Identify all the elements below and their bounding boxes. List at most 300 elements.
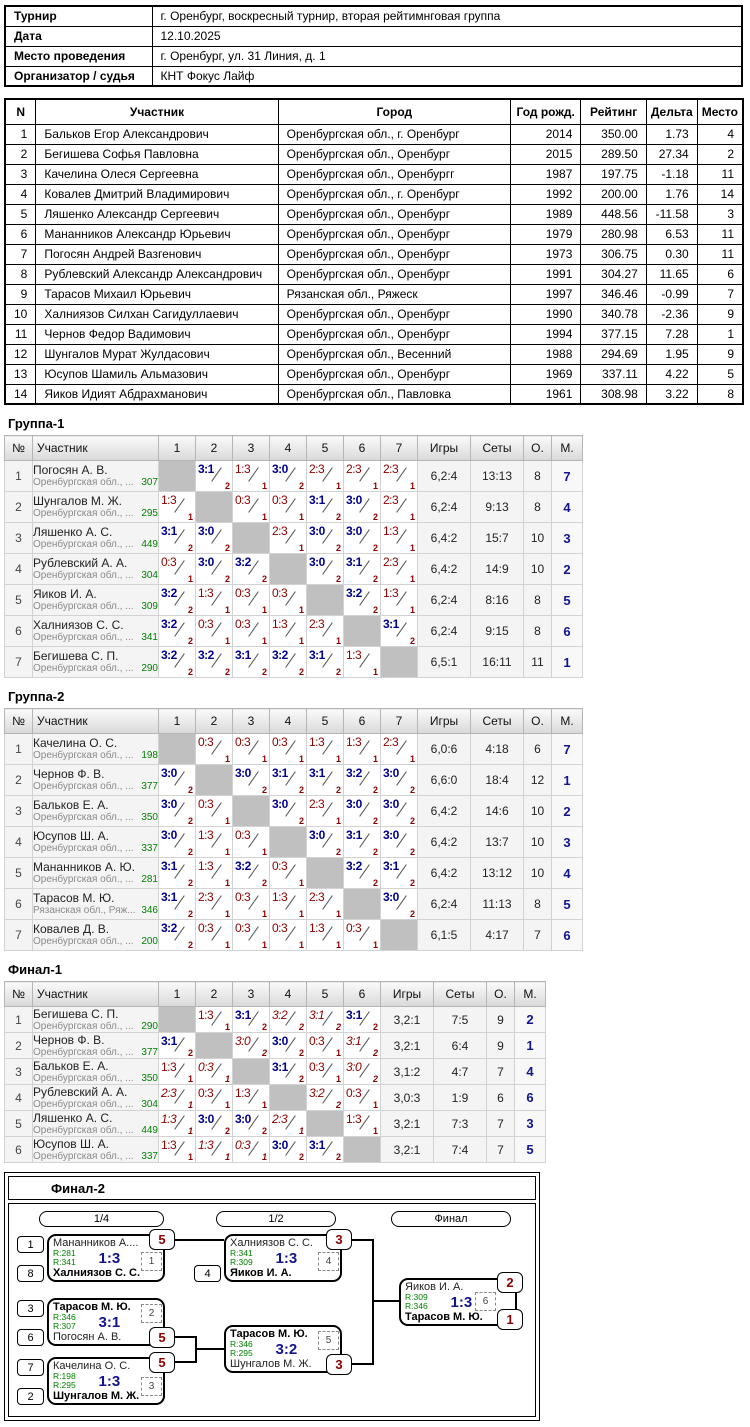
- participant-row: [5, 304, 743, 324]
- header-opponent-1: 1: [159, 709, 196, 734]
- round-robin-body: [5, 461, 583, 678]
- match-points: 1: [409, 481, 415, 491]
- match-points: 2: [261, 1126, 267, 1136]
- participant-city: Оренбургская обл., Оренбург: [278, 264, 510, 284]
- match-result-cell: [233, 647, 270, 678]
- match-result-cell: [307, 461, 344, 492]
- match-result-cell: [196, 647, 233, 678]
- match-score: 3:0: [383, 766, 399, 780]
- match-result-cell: [196, 1059, 233, 1085]
- participant-city: Оренбургская обл., Оренбург: [278, 304, 510, 324]
- place-cell: 7: [552, 734, 583, 765]
- match-points: 2: [409, 909, 415, 919]
- match-points: 1: [224, 605, 230, 615]
- participant-cell: [33, 1059, 159, 1085]
- match-score: 3:1: [309, 493, 325, 507]
- place-cell: 3: [552, 523, 583, 554]
- participant-subline: [33, 1151, 158, 1162]
- round-robin-body: [5, 734, 583, 951]
- participant-delta: -2.36: [646, 304, 697, 324]
- match-points: 2: [372, 1022, 378, 1032]
- round-robin-header-row: [5, 436, 583, 461]
- match-score: 0:3: [272, 735, 288, 749]
- participant-row: [5, 244, 743, 264]
- match-score: 3:1: [98, 1313, 121, 1331]
- match-points: 1: [372, 481, 378, 491]
- match-result-cell: [270, 1007, 307, 1033]
- participant-name: Бальков Егор Александрович: [36, 124, 278, 144]
- participant-short-name: Ляшенко А. С.: [33, 1111, 113, 1125]
- points-cell: 9: [487, 1033, 515, 1059]
- match-points: 1: [261, 1152, 267, 1162]
- row-number: 7: [5, 647, 33, 678]
- bracket-connector-line: [351, 1239, 374, 1241]
- header-place: М.: [552, 436, 583, 461]
- match-points: 2: [298, 1022, 304, 1032]
- match-score: 3:0: [235, 1112, 251, 1126]
- info-label: Дата: [5, 26, 152, 46]
- participant-region: Оренбургская обл., ...: [33, 936, 134, 947]
- match-points: 2: [335, 1022, 341, 1032]
- participant-place: 11: [697, 164, 743, 184]
- participant-name: Погосян Андрей Вазгенович: [36, 244, 278, 264]
- seed-pill: 2: [17, 1388, 44, 1405]
- header-opponent-1: 1: [159, 982, 196, 1007]
- round-robin-row: [5, 1007, 546, 1033]
- participants-header-cell: Год рожд.: [510, 99, 580, 124]
- rating-top: R:346: [53, 1311, 76, 1322]
- participants-header-cell: Дельта: [646, 99, 697, 124]
- match-result-cell: [233, 1085, 270, 1111]
- participant-short-name: Бальков Е. А.: [33, 1059, 109, 1073]
- match-score: 3:2: [272, 648, 288, 662]
- diagonal-cell: [196, 1033, 233, 1059]
- match-result-cell: [344, 585, 381, 616]
- header-opponent-7: 7: [381, 709, 418, 734]
- match-score: 3:2: [346, 586, 362, 600]
- match-score: 2:3: [346, 462, 362, 476]
- round-robin-row: [5, 796, 583, 827]
- sets-cell: 11:13: [471, 889, 524, 920]
- participant-short-name: Яиков И. А.: [33, 588, 97, 601]
- match-result-cell: [196, 461, 233, 492]
- match-score: 0:3: [235, 617, 251, 631]
- diagonal-cell: [159, 1007, 196, 1033]
- participant-cell: [33, 858, 159, 889]
- match-points: 1: [335, 1048, 341, 1058]
- match-result-cell: [159, 554, 196, 585]
- match-score: 3:0: [198, 524, 214, 538]
- match-result-cell: [159, 647, 196, 678]
- games-cell: 6,4:2: [418, 827, 471, 858]
- participant-short-name: Юсупов Ш. А.: [33, 1137, 110, 1151]
- header-points: О.: [524, 436, 552, 461]
- match-points: 2: [224, 481, 230, 491]
- rating-bottom: R:309: [230, 1257, 253, 1267]
- match-result-cell: [381, 858, 418, 889]
- match-result-cell: [196, 734, 233, 765]
- participant-region: Рязанская обл., Ряж...: [33, 905, 136, 916]
- place-badge: 5: [149, 1327, 175, 1348]
- games-cell: 6,0:6: [418, 734, 471, 765]
- match-result-cell: [307, 1085, 344, 1111]
- participant-rating: 309: [141, 601, 158, 612]
- place-badge: 5: [149, 1352, 175, 1373]
- games-cell: 6,2:4: [418, 585, 471, 616]
- match-points: 1: [335, 481, 341, 491]
- match-score: 0:3: [235, 921, 251, 935]
- participant-rating: 304.27: [581, 264, 646, 284]
- match-result-cell: [233, 1111, 270, 1137]
- participant-number: 3: [5, 164, 36, 184]
- row-number: 1: [5, 1007, 33, 1033]
- diagonal-cell: [381, 647, 418, 678]
- participants-header-cell: Место: [697, 99, 743, 124]
- match-points: 1: [261, 636, 267, 646]
- match-result-cell: [233, 734, 270, 765]
- participant-place: 11: [697, 244, 743, 264]
- match-points: 1: [372, 1100, 378, 1110]
- games-cell: 6,4:2: [418, 523, 471, 554]
- match-score: 3:1: [272, 766, 288, 780]
- participant-delta: 1.73: [646, 124, 697, 144]
- participant-cell: [33, 1111, 159, 1137]
- match-score: 3:0: [272, 797, 288, 811]
- participant-delta: 1.95: [646, 344, 697, 364]
- games-cell: 6,2:4: [418, 492, 471, 523]
- place-cell: 2: [552, 796, 583, 827]
- match-result-cell: [344, 1033, 381, 1059]
- diagonal-cell: [233, 796, 270, 827]
- participant-number: 5: [5, 204, 36, 224]
- participant-cell: [33, 554, 159, 585]
- match-result-cell: [344, 765, 381, 796]
- match-score: 2:3: [272, 524, 288, 538]
- match-points: 1: [261, 847, 267, 857]
- participant-short-name: Ковалев Д. В.: [33, 923, 110, 936]
- match-result-cell: [270, 1137, 307, 1163]
- participant-cell: [33, 461, 159, 492]
- match-points: 2: [335, 667, 341, 677]
- diagonal-cell: [159, 461, 196, 492]
- participant-region: Оренбургская обл., ...: [33, 477, 134, 488]
- rating-bottom: R:307: [53, 1321, 76, 1331]
- match-score: 0:3: [309, 1060, 325, 1074]
- match-points: 1: [409, 605, 415, 615]
- match-points: 2: [224, 667, 230, 677]
- participant-place: 3: [697, 204, 743, 224]
- participant-rating: 200: [141, 936, 158, 947]
- header-games: Игры: [418, 709, 471, 734]
- sets-cell: 13:13: [471, 461, 524, 492]
- row-number: 5: [5, 585, 33, 616]
- match-points: 1: [335, 816, 341, 826]
- points-cell: 10: [524, 554, 552, 585]
- place-cell: 4: [515, 1059, 546, 1085]
- row-number: 1: [5, 734, 33, 765]
- match-score: 3:0: [272, 1138, 288, 1152]
- header-participant: Участник: [33, 982, 159, 1007]
- round-robin-header: [5, 709, 583, 734]
- points-cell: 8: [524, 889, 552, 920]
- round-robin-body: [5, 1007, 546, 1163]
- participant-rating: 197.75: [581, 164, 646, 184]
- rating-top: R:346: [230, 1338, 253, 1349]
- match-score: 3:0: [198, 555, 214, 569]
- match-score: 3:1: [161, 890, 177, 904]
- match-score: 3:0: [383, 797, 399, 811]
- match-points: 2: [335, 512, 341, 522]
- participant-birth-year: 2015: [510, 144, 580, 164]
- sets-cell: 4:7: [434, 1059, 487, 1085]
- match-result-cell: [270, 461, 307, 492]
- round-robin-row: [5, 734, 583, 765]
- participant-number: 7: [5, 244, 36, 264]
- points-cell: 7: [524, 920, 552, 951]
- info-value: КНТ Фокус Лайф: [152, 66, 742, 86]
- match-result-cell: [344, 647, 381, 678]
- points-cell: 7: [487, 1111, 515, 1137]
- round-robin-row: [5, 1033, 546, 1059]
- match-score: 2:3: [383, 555, 399, 569]
- participant-name: Мананников Александр Юрьевич: [36, 224, 278, 244]
- match-result-cell: [381, 554, 418, 585]
- match-points: 1: [187, 574, 193, 584]
- match-points: 1: [409, 512, 415, 522]
- header-number: №: [5, 436, 33, 461]
- match-score: 3:0: [346, 524, 362, 538]
- match-result-cell: [196, 1007, 233, 1033]
- participant-subline: [33, 1047, 158, 1058]
- participant-delta: 4.22: [646, 364, 697, 384]
- header-opponent-4: 4: [270, 436, 307, 461]
- participant-subline: [33, 570, 158, 581]
- match-result-cell: [159, 920, 196, 951]
- participant-number: 13: [5, 364, 36, 384]
- round-robin-header-row: [5, 982, 546, 1007]
- participant-short-name: Тарасов М. Ю.: [33, 892, 115, 905]
- participant-name: Халниязов Силхан Сагидуллаевич: [36, 304, 278, 324]
- match-score: 3:0: [309, 828, 325, 842]
- participants-header-cell: Участник: [36, 99, 278, 124]
- match-points: 2: [187, 667, 193, 677]
- participant-subline: [33, 936, 158, 947]
- match-points: 2: [335, 847, 341, 857]
- match-score: 3:1: [383, 617, 399, 631]
- points-cell: 8: [524, 585, 552, 616]
- participant-subline: [33, 874, 158, 885]
- points-cell: 10: [524, 827, 552, 858]
- match-score: 1:3: [98, 1249, 121, 1267]
- player-name-bottom: Шунгалов М. Ж.: [53, 1390, 140, 1402]
- tournament-info-table: [4, 5, 743, 87]
- match-result-cell: [159, 1111, 196, 1137]
- participant-cell: [33, 827, 159, 858]
- row-number: 5: [5, 858, 33, 889]
- match-points: 2: [224, 574, 230, 584]
- participant-rating: 200.00: [581, 184, 646, 204]
- seed-pill: 1: [17, 1236, 44, 1253]
- match-points: 1: [261, 1100, 267, 1110]
- diagonal-cell: [233, 1059, 270, 1085]
- match-points: 1: [298, 1126, 304, 1136]
- participant-rating: 290: [141, 663, 158, 674]
- participant-cell: [33, 1007, 159, 1033]
- match-points: 1: [224, 878, 230, 888]
- participant-rating: 290: [141, 1020, 158, 1032]
- participant-place: 5: [697, 364, 743, 384]
- match-result-cell: [233, 554, 270, 585]
- rating-top: R:198: [53, 1370, 76, 1381]
- participant-subline: [33, 601, 158, 612]
- match-score: 3:2: [346, 859, 362, 873]
- match-result-cell: [270, 765, 307, 796]
- match-score: 1:3: [161, 1138, 177, 1152]
- match-points: 2: [298, 1152, 304, 1162]
- match-result-cell: [344, 827, 381, 858]
- participant-city: Оренбургская обл., Оренбург: [278, 364, 510, 384]
- match-score: 1:3: [383, 586, 399, 600]
- participant-short-name: Бегишева С. П.: [33, 650, 119, 663]
- header-sets: Сеты: [471, 436, 524, 461]
- games-cell: 3,2:1: [381, 1137, 434, 1163]
- participant-short-name: Бальков Е. А.: [33, 799, 109, 812]
- row-number: 4: [5, 554, 33, 585]
- place-cell: 3: [552, 827, 583, 858]
- row-number: 4: [5, 1085, 33, 1111]
- match-result-cell: [233, 616, 270, 647]
- bracket-connector-line: [174, 1239, 224, 1241]
- group-1-table: [4, 435, 583, 678]
- match-result-cell: [307, 554, 344, 585]
- match-points: 2: [298, 481, 304, 491]
- match-result-cell: [381, 765, 418, 796]
- diagonal-cell: [344, 616, 381, 647]
- points-cell: 9: [487, 1007, 515, 1033]
- participant-cell: [33, 523, 159, 554]
- participant-subline: [33, 750, 158, 761]
- match-points: 2: [187, 847, 193, 857]
- participant-short-name: Погосян А. В.: [33, 464, 108, 477]
- rating-bottom: R:346: [405, 1301, 428, 1311]
- participant-city: Рязанская обл., Ряжеск: [278, 284, 510, 304]
- header-games: Игры: [418, 436, 471, 461]
- participant-delta: 3.22: [646, 384, 697, 404]
- match-result-cell: [196, 523, 233, 554]
- round-robin-row: [5, 616, 583, 647]
- rating-top: R:309: [405, 1291, 428, 1302]
- participant-cell: [33, 616, 159, 647]
- match-score: 3:0: [272, 462, 288, 476]
- header-points: О.: [487, 982, 515, 1007]
- match-number: 3: [141, 1377, 162, 1396]
- sets-cell: 13:7: [471, 827, 524, 858]
- final-1-section: [4, 962, 746, 1163]
- match-number: 2: [141, 1304, 162, 1323]
- place-cell: 6: [515, 1085, 546, 1111]
- header-number: №: [5, 982, 33, 1007]
- participant-name: Тарасов Михаил Юрьевич: [36, 284, 278, 304]
- participants-header-cell: Город: [278, 99, 510, 124]
- participant-city: Оренбургская обл., Весенний: [278, 344, 510, 364]
- participant-subline: [33, 539, 158, 550]
- match-score: 3:1: [346, 1008, 362, 1022]
- match-result-cell: [159, 889, 196, 920]
- match-score: 0:3: [346, 1086, 362, 1100]
- points-cell: 8: [524, 461, 552, 492]
- place-cell: 7: [552, 461, 583, 492]
- participant-region: Оренбургская обл., ...: [33, 812, 134, 823]
- seed-pill: 4: [194, 1265, 221, 1282]
- match-score: 3:1: [309, 1008, 325, 1022]
- match-result-cell: [270, 889, 307, 920]
- match-points: 1: [187, 1074, 193, 1084]
- match-result-cell: [159, 585, 196, 616]
- header-opponent-5: 5: [307, 436, 344, 461]
- participant-row: [5, 284, 743, 304]
- participant-city: Оренбургская обл., г. Оренбург: [278, 124, 510, 144]
- participant-rating: 308.98: [581, 384, 646, 404]
- match-score: 2:3: [272, 1112, 288, 1126]
- participant-region: Оренбургская обл., ...: [33, 663, 134, 674]
- participant-row: [5, 164, 743, 184]
- player-name-bottom: Тарасов М. Ю.: [405, 1311, 483, 1323]
- match-score: 3:2: [161, 648, 177, 662]
- participants-header-cell: Рейтинг: [581, 99, 646, 124]
- participant-rating: 350: [141, 1072, 158, 1084]
- header-opponent-2: 2: [196, 982, 233, 1007]
- participant-birth-year: 1994: [510, 324, 580, 344]
- participant-subline: [33, 1125, 158, 1136]
- participant-short-name: Чернов Ф. В.: [33, 1033, 105, 1047]
- match-score: 1:3: [275, 1249, 298, 1267]
- match-points: 1: [298, 909, 304, 919]
- final-2-title: Финал-2: [8, 1176, 536, 1200]
- participant-name: Шунгалов Мурат Жулдасович: [36, 344, 278, 364]
- diagonal-cell: [270, 827, 307, 858]
- participant-cell: [33, 734, 159, 765]
- diagonal-cell: [307, 585, 344, 616]
- participant-row: [5, 344, 743, 364]
- participant-short-name: Юсупов Ш. А.: [33, 830, 110, 843]
- diagonal-cell: [159, 734, 196, 765]
- rating-top: R:281: [53, 1247, 76, 1258]
- match-points: 1: [372, 754, 378, 764]
- participant-cell: [33, 492, 159, 523]
- match-score: 2:3: [309, 617, 325, 631]
- match-score: 2:3: [309, 797, 325, 811]
- participant-delta: -0.99: [646, 284, 697, 304]
- match-result-cell: [159, 616, 196, 647]
- participant-name: Ковалев Дмитрий Владимирович: [36, 184, 278, 204]
- participant-birth-year: 2014: [510, 124, 580, 144]
- diagonal-cell: [196, 492, 233, 523]
- match-points: 2: [187, 543, 193, 553]
- match-result-cell: [344, 492, 381, 523]
- player-name-top: Мананников А....: [53, 1237, 139, 1249]
- match-score: 3:1: [309, 648, 325, 662]
- sets-cell: 4:18: [471, 734, 524, 765]
- header-points: О.: [524, 709, 552, 734]
- match-points: 2: [409, 785, 415, 795]
- participant-delta: -11.58: [646, 204, 697, 224]
- match-score: 3:2: [275, 1340, 298, 1358]
- participant-rating: 337.11: [581, 364, 646, 384]
- header-opponent-7: 7: [381, 436, 418, 461]
- match-points: 2: [187, 878, 193, 888]
- match-points: 2: [187, 909, 193, 919]
- match-result-cell: [270, 858, 307, 889]
